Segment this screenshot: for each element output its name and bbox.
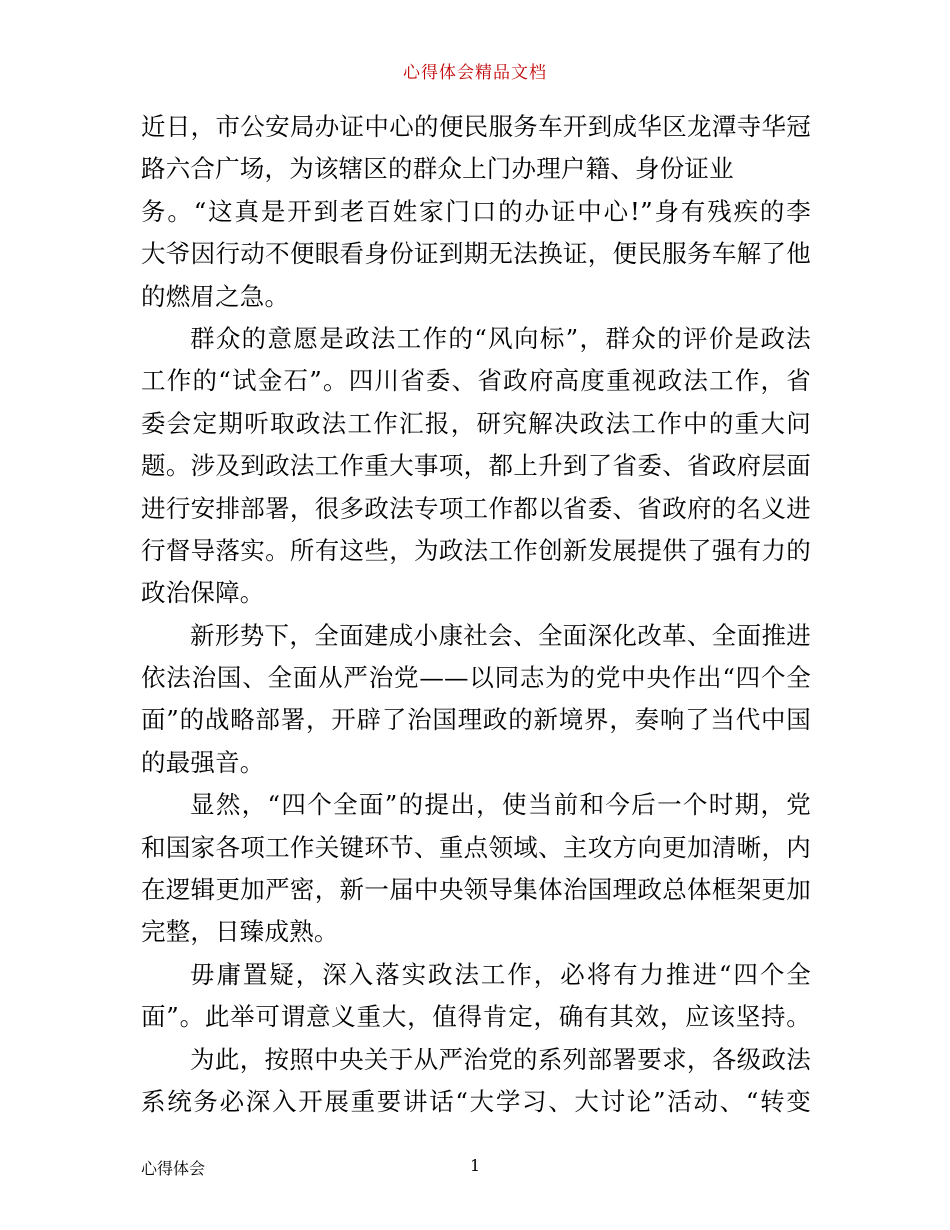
document-body (141, 106, 811, 1123)
text-line: 路六合广场，为该辖区的群众上门办理户籍、身份证业 (141, 154, 734, 184)
text-line: 依法治国、全面从严治党——以同志为的党中央作出“四个全 (141, 663, 811, 693)
text-line: 显然，“四个全面”的提出，使当前和今后一个时期，党 (190, 790, 811, 820)
footer-label: 心得体会 (141, 1159, 206, 1178)
text-line: 政治保障。 (141, 578, 265, 608)
text-line: 系统务必深入开展重要讲话“大学习、大讨论”活动、“转变 (141, 1086, 811, 1116)
text-line: 完整，日臻成熟。 (141, 917, 339, 947)
text-line: 行督导落实。所有这些，为政法工作创新发展提供了强有力的 (141, 535, 811, 565)
text-line: 在逻辑更加严密，新一届中央领导集体治国理政总体框架更加 (141, 875, 811, 905)
text-line: 为此，按照中央关于从严治党的系列部署要求，各级政法 (190, 1044, 811, 1074)
text-line: 近日，市公安局办证中心的便民服务车开到成华区龙潭寺华冠 (141, 112, 811, 141)
text-line: 面”的战略部署，开辟了治国理政的新境界，奏响了当代中国 (141, 705, 811, 735)
text-line: 的最强音。 (141, 747, 265, 777)
text-line: 题。涉及到政法工作重大事项，都上升到了省委、省政府层面 (141, 451, 811, 481)
text-line: 委会定期听取政法工作汇报，研究解决政法工作中的重大问 (141, 408, 811, 438)
page-number: 1 (470, 1156, 481, 1175)
text-line: 进行安排部署，很多政法专项工作都以省委、省政府的名义进 (141, 493, 811, 523)
text-line: 大爷因行动不便眼看身份证到期无法换证，便民服务车解了他 (141, 239, 811, 269)
document-header-title: 心得体会精品文档 (403, 63, 547, 83)
text-line: 和国家各项工作关键环节、重点领域、主攻方向更加清晰，内 (141, 832, 811, 862)
text-line: 务。“这真是开到老百姓家门口的办证中心!”身有残疾的李 (141, 196, 811, 226)
text-line: 的燃眉之急。 (141, 281, 290, 311)
text-line: 面”。此举可谓意义重大，值得肯定，确有其效，应该坚持。 (141, 1002, 811, 1032)
text-line: 工作的“试金石”。四川省委、省政府高度重视政法工作，省 (141, 366, 811, 396)
text-line: 毋庸置疑，深入落实政法工作，必将有力推进“四个全 (190, 959, 811, 989)
text-line: 群众的意愿是政法工作的“风向标”，群众的评价是政法 (190, 323, 811, 353)
text-line: 新形势下，全面建成小康社会、全面深化改革、全面推进 (190, 620, 811, 650)
